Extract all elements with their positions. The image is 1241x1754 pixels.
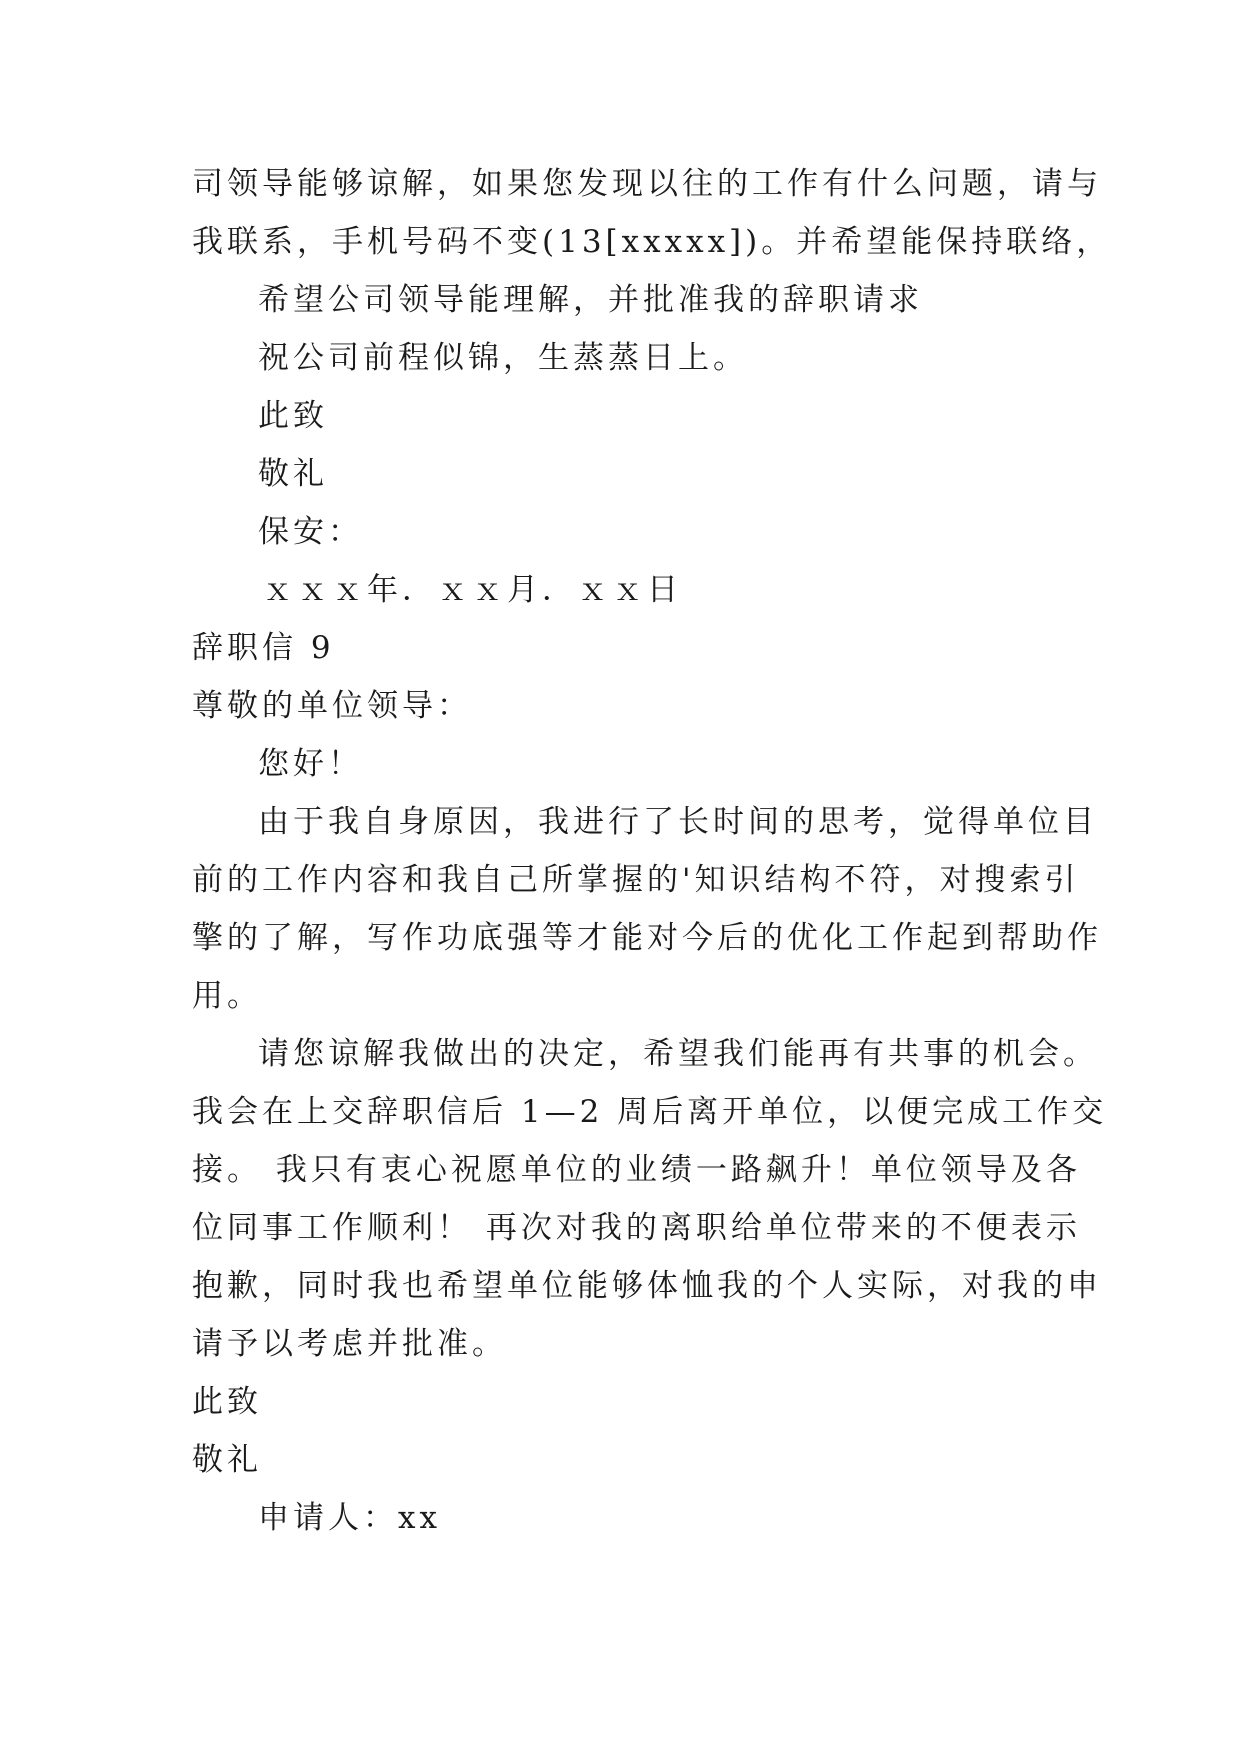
closing-cizhi: 此致	[258, 398, 328, 434]
closing-cizhi: 此致	[192, 1384, 262, 1420]
date-line: ｘｘｘ年．ｘｘ月．ｘｘ日	[262, 572, 682, 608]
paragraph-line: 请予以考虑并批准。	[192, 1326, 507, 1362]
paragraph-line: 我会在上交辞职信后 1—2 周后离开单位，以便完成工作交	[192, 1094, 1108, 1130]
section-title: 辞职信 9	[192, 630, 335, 666]
greeting: 您好！	[258, 746, 363, 782]
paragraph-line: 抱歉，同时我也希望单位能够体恤我的个人实际，对我的申	[192, 1268, 1102, 1304]
body-line: 司领导能够谅解，如果您发现以往的工作有什么问题，请与	[192, 166, 1102, 202]
paragraph-line: 位同事工作顺利！ 再次对我的离职给单位带来的不便表示	[192, 1210, 1081, 1246]
paragraph-line: 请您谅解我做出的决定，希望我们能再有共事的机会。	[258, 1036, 1098, 1072]
closing-jingli: 敬礼	[192, 1442, 262, 1478]
request-line: 希望公司领导能理解，并批准我的辞职请求	[258, 282, 923, 318]
wish-line: 祝公司前程似锦，生蒸蒸日上。	[258, 340, 748, 376]
paragraph-line: 接。 我只有衷心祝愿单位的业绩一路飙升！单位领导及各	[192, 1152, 1081, 1188]
applicant-signature: 申请人：xx	[258, 1500, 441, 1536]
closing-jingli: 敬礼	[258, 456, 328, 492]
body-line: 我联系，手机号码不变(13[xxxxx])。并希望能保持联络，	[192, 224, 1112, 260]
paragraph-line: 由于我自身原因，我进行了长时间的思考，觉得单位目	[258, 804, 1098, 840]
salutation: 尊敬的单位领导：	[192, 688, 472, 724]
paragraph-line: 擎的了解，写作功底强等才能对今后的优化工作起到帮助作	[192, 920, 1102, 956]
paragraph-line: 用。	[192, 978, 262, 1014]
signature: 保安：	[258, 514, 363, 550]
paragraph-line: 前的工作内容和我自己所掌握的'知识结构不符，对搜索引	[192, 862, 1080, 898]
